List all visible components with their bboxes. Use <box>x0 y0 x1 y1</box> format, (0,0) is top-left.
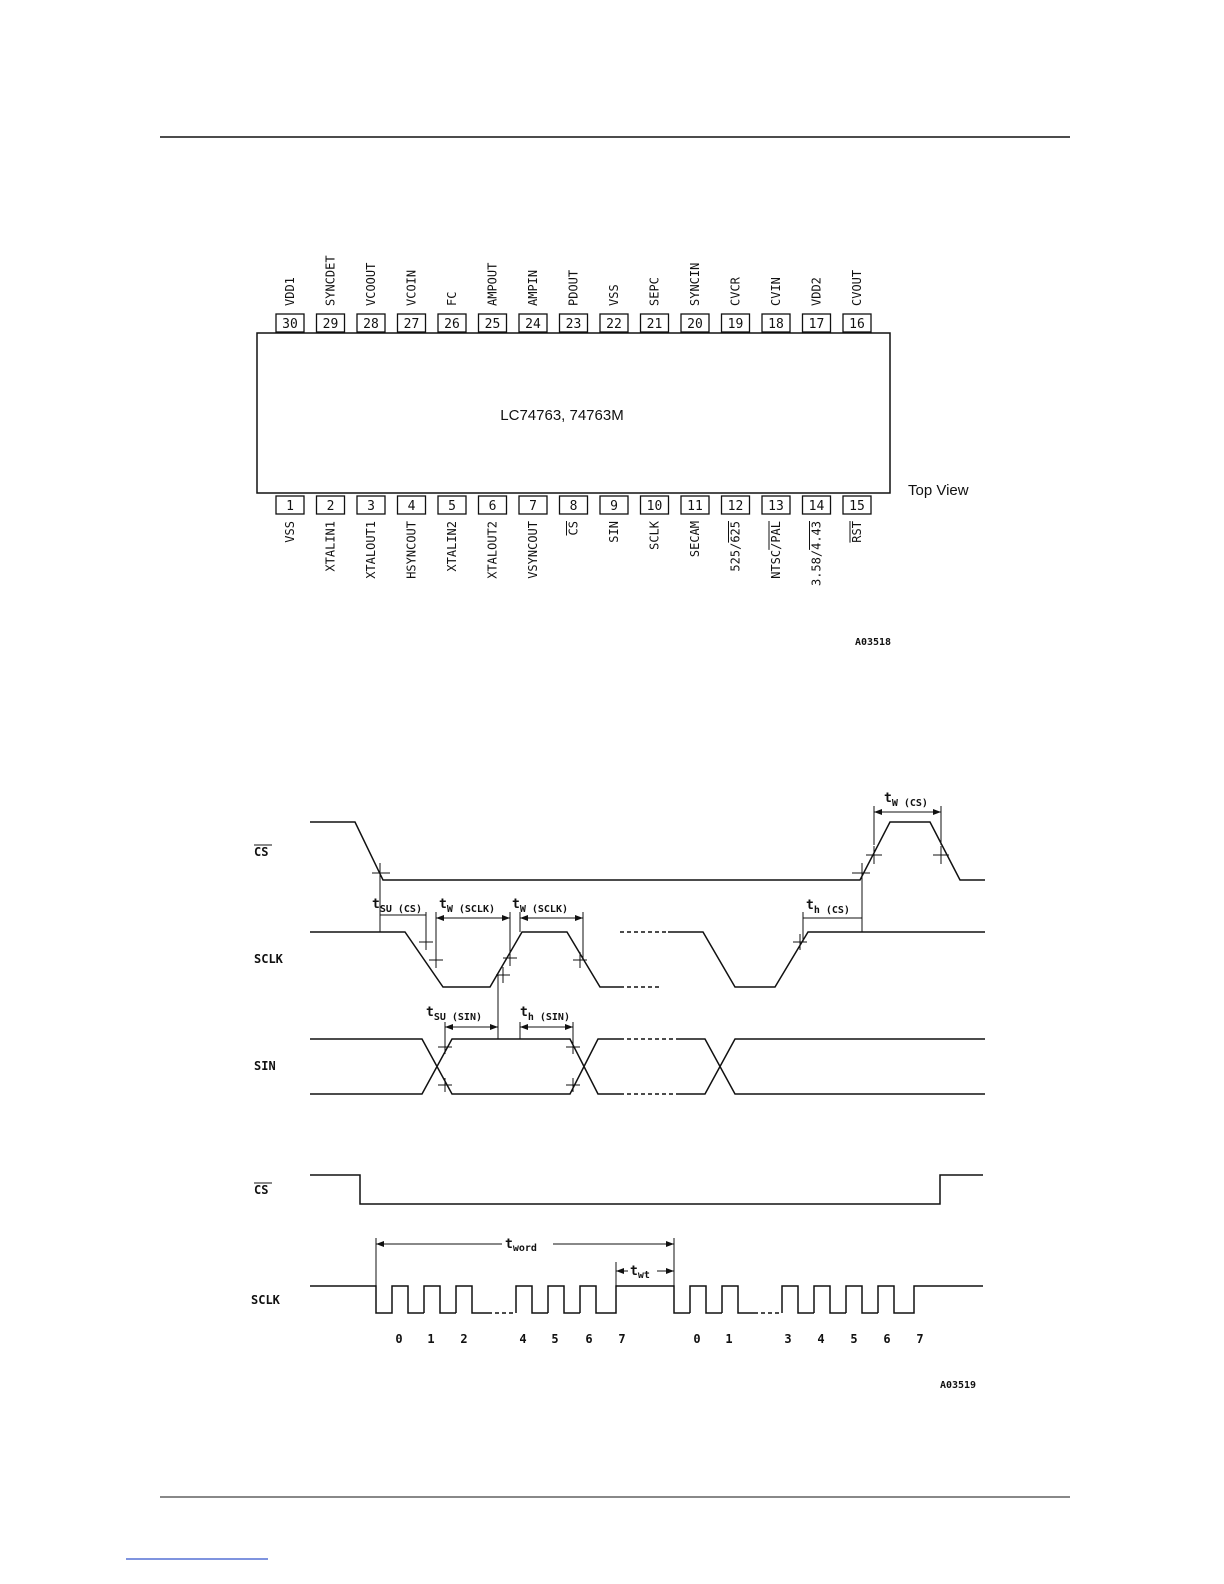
pin-name: RST <box>850 521 864 543</box>
cs-waveform <box>310 822 985 880</box>
pin-number: 26 <box>444 317 460 332</box>
pin-name: SYNCDET <box>323 255 338 306</box>
bit-label: 5 <box>551 1332 559 1346</box>
pin-number: 19 <box>727 317 744 332</box>
bit-label: 4 <box>817 1332 825 1346</box>
sclk2-segment-1 <box>310 1286 488 1313</box>
sclk-waveform-b <box>668 932 985 987</box>
pin-number: 7 <box>529 499 537 514</box>
pin-number: 21 <box>646 317 663 332</box>
pin-number: 11 <box>687 499 703 514</box>
tw-sclk-label-2: $t_{W (SCLK)}$ <box>512 897 568 915</box>
th-cs-label: $t_{h (CS)}$ <box>806 898 850 916</box>
pin-number: 18 <box>768 317 784 332</box>
pin-number: 6 <box>488 499 497 514</box>
pin-name: CVOUT <box>850 269 864 306</box>
sclk2-segment-2 <box>516 1286 690 1313</box>
bit-label: 7 <box>618 1332 626 1346</box>
cs-waveform-2 <box>310 1175 983 1204</box>
pin-name: VCOIN <box>404 269 419 306</box>
bit-label: 3 <box>784 1332 792 1346</box>
pin-name: SYNCIN <box>688 262 702 306</box>
pin-number: 28 <box>363 317 379 332</box>
bit-label: 0 <box>395 1332 403 1346</box>
signal-label-cs: CS <box>254 845 269 859</box>
pin-name: SECAM <box>688 521 702 558</box>
pin-name: NTSC/PAL <box>769 521 783 579</box>
bit-label: 1 <box>427 1332 435 1346</box>
sclk-pulse-train <box>310 1286 983 1313</box>
bit-label: 5 <box>850 1332 858 1346</box>
tw-sclk-label-1: $t_{W (SCLK)}$ <box>439 897 495 915</box>
pin-number: 14 <box>808 499 825 514</box>
signal-label-sin: SIN <box>254 1059 276 1073</box>
pin-name: CVIN <box>769 277 783 306</box>
serial-timing-diagram <box>254 791 985 1094</box>
top-view-label: Top View <box>908 482 969 499</box>
pin-number: 8 <box>569 499 578 514</box>
pin-assignment-diagram <box>257 255 969 648</box>
pin-name: XTALOUT1 <box>364 521 378 579</box>
tword-label: $t_{word}$ <box>505 1237 537 1254</box>
pin-number: 25 <box>484 317 501 332</box>
pin-number: 5 <box>448 499 456 514</box>
pin-number: 27 <box>403 317 420 332</box>
sin-edge-markers <box>438 1040 580 1092</box>
tw-cs-dimension <box>874 806 941 845</box>
tsu-cs-label: $t_{SU (CS)}$ <box>372 897 422 915</box>
signal-label-sclk: SCLK <box>254 952 283 966</box>
pin-name: 525/625 <box>728 521 743 572</box>
bit-label: 4 <box>519 1332 527 1346</box>
pin-number: 29 <box>322 317 339 332</box>
pin-name: SIN <box>607 521 621 543</box>
pin-number: 3 <box>367 499 375 514</box>
pin-name: VDD1 <box>283 277 297 306</box>
signal-label-sclk-2: SCLK <box>251 1293 280 1307</box>
sclk2-segment-3 <box>690 1286 754 1313</box>
pin-number: 30 <box>282 317 298 332</box>
pin-number: 20 <box>687 317 703 332</box>
pin-name: SCLK <box>647 521 662 550</box>
pin-name: XTALIN2 <box>445 521 459 572</box>
signal-label-cs-2: CS <box>254 1183 269 1197</box>
pin-number: 23 <box>565 317 582 332</box>
pin-name: HSYNCOUT <box>404 521 419 579</box>
pin-name: AMPIN <box>526 269 540 306</box>
ic-part-label: LC74763, 74763M <box>500 407 624 424</box>
pin-name: VCOOUT <box>364 262 378 306</box>
pin-number: 16 <box>849 317 865 332</box>
pin-number: 4 <box>407 499 416 514</box>
bit-label: 2 <box>460 1332 468 1346</box>
pin-number: 10 <box>646 499 663 514</box>
tsu-sin-label: $t_{SU (SIN)}$ <box>426 1005 482 1023</box>
sclk-edge-markers <box>419 934 807 983</box>
pin-name: SEPC <box>647 277 662 306</box>
pin-number: 2 <box>326 499 335 514</box>
pin-number: 24 <box>525 317 541 332</box>
pin-name: VSYNCOUT <box>526 521 540 579</box>
figure-code-a03519: A03519 <box>939 1380 977 1391</box>
reference-lines <box>380 880 862 960</box>
pin-number: 15 <box>849 499 865 514</box>
bit-label: 1 <box>725 1332 733 1346</box>
sclk2-segment-4 <box>782 1286 983 1313</box>
pin-name: AMPOUT <box>485 262 500 306</box>
pin-number: 17 <box>808 317 825 332</box>
twt-label: $t_{wt}$ <box>630 1264 650 1281</box>
pin-number: 1 <box>286 499 294 514</box>
sclk-dimension-lines <box>380 915 862 918</box>
pin-name: PDOUT <box>566 269 581 306</box>
sin-continuation <box>620 1039 680 1094</box>
pin-name: VSS <box>283 521 297 543</box>
pin-number: 13 <box>768 499 784 514</box>
bit-number-labels <box>395 1332 923 1346</box>
figure-code-a03518: A03518 <box>854 637 892 648</box>
pin-name: 3.58/4.43 <box>809 521 824 587</box>
cs-edge-markers <box>372 846 949 883</box>
th-sin-label: $t_{h (SIN)}$ <box>520 1005 570 1023</box>
pin-name: FC <box>445 291 459 306</box>
pin-name: CS <box>566 521 581 536</box>
pin-number: 12 <box>727 499 744 514</box>
pin-number: 9 <box>610 499 618 514</box>
top-pin-row <box>276 255 871 332</box>
pin-name: XTALOUT2 <box>485 521 500 579</box>
pin-name: VDD2 <box>809 277 824 306</box>
bottom-pin-row <box>276 496 871 586</box>
bit-label: 6 <box>585 1332 593 1346</box>
sin-reference-lines <box>445 975 573 1047</box>
pin-number: 22 <box>606 317 622 332</box>
pin-name: XTALIN1 <box>323 521 338 572</box>
sin-waveform-b <box>680 1039 985 1094</box>
bit-label: 7 <box>916 1332 924 1346</box>
pin-name: CVCR <box>728 277 743 306</box>
bit-label: 0 <box>693 1332 701 1346</box>
pin-name: VSS <box>607 284 621 306</box>
word-timing-diagram <box>251 1175 983 1391</box>
bit-label: 6 <box>883 1332 891 1346</box>
tw-cs-label: $t_{W (CS)}$ <box>884 791 928 809</box>
